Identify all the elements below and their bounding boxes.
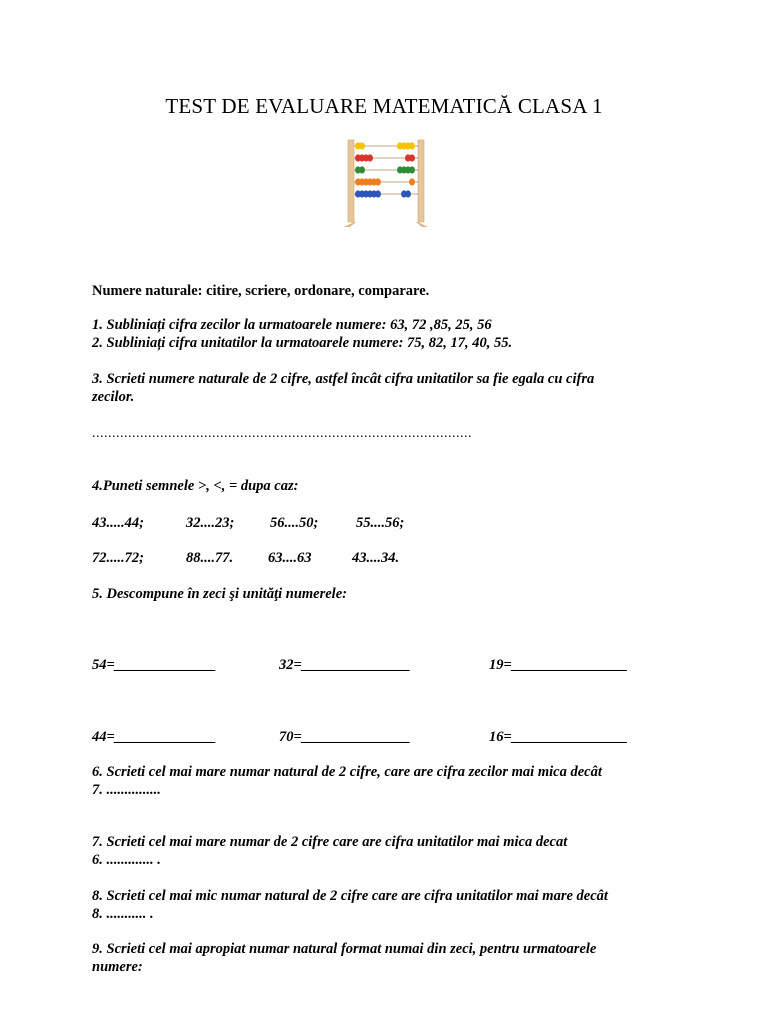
question-4: 4.Puneti semnele >, <, = dupa caz:: [92, 478, 299, 494]
question-6-line-1: 6. Scrieti cel mai mare numar natural de 2 cifre, care are cifra zecilor mai mica decât: [92, 764, 602, 780]
comparison-item: 56....50;: [270, 515, 319, 531]
answer-dotted-line: ...............................................................................................: [92, 426, 472, 441]
comparison-item: 55....56;: [356, 515, 405, 531]
section-heading: Numere naturale: citire, scriere, ordonare, comparare.: [92, 283, 430, 299]
comparison-item: 88....77.: [186, 550, 234, 566]
question-7-line-2: 6. ............. .: [92, 852, 161, 868]
question-7-line-1: 7. Scrieti cel mai mare numar de 2 cifre care are cifra unitatilor mai mica decat: [92, 834, 568, 850]
question-9-line-2: numere:: [92, 959, 143, 975]
comparison-item: 63....63: [268, 550, 312, 566]
page-title: TEST DE EVALUARE MATEMATICĂ CLASA 1: [165, 94, 603, 118]
decompose-answer: 70=_______________: [279, 729, 411, 745]
decompose-answer: 54=______________: [92, 657, 217, 673]
decompose-answer: 44=______________: [92, 729, 217, 745]
question-6-line-2: 7. ...............: [92, 782, 161, 798]
comparison-item: 43....34.: [352, 550, 400, 566]
comparison-item: 72.....72;: [92, 550, 144, 566]
comparison-item: 43.....44;: [92, 515, 144, 531]
decompose-answer: 16=________________: [489, 729, 628, 745]
question-9-line-1: 9. Scrieti cel mai apropiat numar natural format numai din zeci, pentru urmatoarele: [92, 941, 597, 957]
question-5: 5. Descompune în zeci şi unităţi numerele:: [92, 586, 347, 602]
question-3-line-2: zecilor.: [92, 389, 135, 405]
abacus-image: [340, 136, 432, 228]
question-8-line-2: 8. ........... .: [92, 906, 154, 922]
question-3-line-1: 3. Scrieti numere naturale de 2 cifre, astfel încât cifra unitatilor sa fie egala cu cifra: [92, 371, 595, 387]
comparison-item: 32....23;: [186, 515, 235, 531]
question-1: 1. Subliniați cifra zecilor la urmatoarele numere: 63, 72 ,85, 25, 56: [92, 317, 492, 333]
question-8-line-1: 8. Scrieti cel mai mic numar natural de 2 cifre care are cifra unitatilor mai mare decât: [92, 888, 608, 904]
decompose-answer: 19=________________: [489, 657, 628, 673]
decompose-answer: 32=_______________: [279, 657, 411, 673]
question-2: 2. Subliniați cifra unitatilor la urmatoarele numere: 75, 82, 17, 40, 55.: [92, 335, 513, 351]
